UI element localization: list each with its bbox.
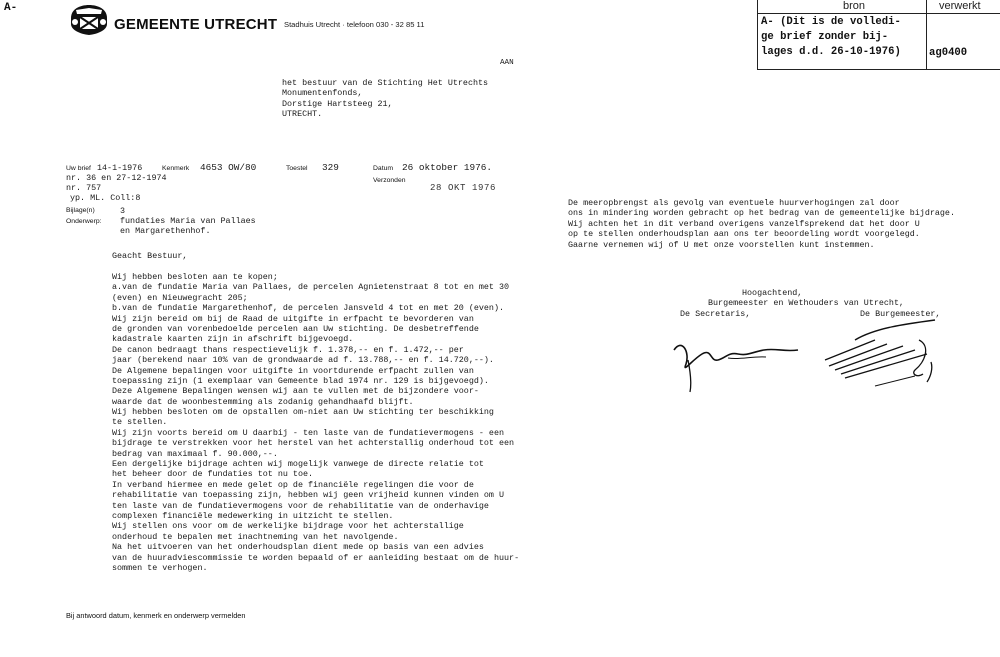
onderwerp-line: fundaties Maria van Pallaes <box>120 216 256 226</box>
datum-value: 26 oktober 1976. <box>402 162 493 173</box>
toestel-label: Toestel <box>286 165 308 172</box>
letter-body-continued <box>568 198 955 250</box>
body-line: Na het uitvoeren van het onderhoudsplan dient mede op basis van een advies <box>112 542 484 553</box>
closing-secretary: De Secretaris, <box>680 309 751 319</box>
body-line: van de huuradviescommissie te worden bepaald of er aanleiding bestaat om de huur- <box>112 552 520 563</box>
archive-box <box>757 0 1000 70</box>
closing-authority: Burgemeester en Wethouders van Utrecht, <box>708 298 905 308</box>
body-line: a.van de fundatie Maria van Pallaes, de percelen Agnietenstraat 8 tot en met 30 <box>112 282 510 293</box>
recipient-line: Monumentenfonds, <box>282 88 363 99</box>
bijlagen-label: Bijlage(n) <box>66 207 95 214</box>
recipient-line: het bestuur van de Stichting Het Utrechts <box>282 78 489 88</box>
body-line: bijdrage te verstrekken voor het herstel van het achterstallig onderhoud tot een <box>112 438 515 449</box>
uw-brief-extra <box>66 173 167 194</box>
body-line: Wij hebben besloten aan te kopen; <box>112 272 278 282</box>
body-line: b.van de fundatie Margarethenhof, de percelen Jansveld 4 tot en met 20 (even). <box>112 303 505 314</box>
body-line: ten laste van de fundatievermogens voor de rehabilitatie van de onderhavige <box>112 500 489 511</box>
closing-mayor: De Burgemeester, <box>860 309 941 319</box>
body-line: Wij achten het in dit verband overigens vanzelfsprekend dat het door U <box>568 218 920 229</box>
body-line: kadastrale kaarten zijn in afschrift bijgevoegd. <box>112 334 354 345</box>
utrecht-coat-of-arms-icon <box>68 4 110 36</box>
onderwerp-label: Onderwerp: <box>66 218 102 225</box>
body-line: te stellen. <box>112 417 168 428</box>
uw-brief-value: 14-1-1976 <box>97 163 143 173</box>
secretary-signature <box>668 330 808 400</box>
body-line: de gronden van vorenbedoelde percelen aan Uw stichting. De desbetreffende <box>112 323 479 334</box>
kenmerk-value: 4653 OW/80 <box>200 162 257 173</box>
typist-reference: yp. ML. Coll:8 <box>70 193 141 203</box>
body-line: Wij zijn bereid om bij de Raad de uitgifte in erfpacht te bevorderen van <box>112 313 474 324</box>
archive-code: ag0400 <box>929 47 968 59</box>
body-line: sommen te verhogen. <box>112 562 208 573</box>
uw-brief-line: nr. 36 en 27-12-1974 <box>66 173 167 183</box>
verzonden-label: Verzonden <box>373 177 406 184</box>
body-line: Wij hebben besloten om de opstallen om-niet aan Uw stichting ter beschikking <box>112 407 494 418</box>
bijlagen-value: 3 <box>120 206 126 216</box>
body-line: op te stellen onderhoudsplan aan ons ter beoordeling wordt voorgelegd. <box>568 229 920 240</box>
body-line: toepassing zijn (1 exemplaar van Gemeente blad 1974 nr. 129 is bijgevoegd). <box>112 375 489 386</box>
verzonden-stamp: 28 OKT 1976 <box>430 183 497 193</box>
body-line: onderhoud te bepalen met inachtneming van het navolgende. <box>112 531 399 542</box>
letter-body <box>112 272 519 573</box>
body-line: rehabilitatie van toepassing zijn, hebben wij geen vrijheid kunnen vinden om U <box>112 490 505 501</box>
archive-col-verwerkt: verwerkt <box>939 0 981 12</box>
body-line: ons in mindering worden gebracht op het bedrag van de gemeentelijke bijdrage. <box>568 208 955 219</box>
margin-mark: A- <box>4 2 18 14</box>
letterhead-org: GEMEENTE UTRECHT <box>114 16 278 33</box>
archive-note-line: A- (Dit is de volledi- <box>761 16 901 28</box>
body-line: Een dergelijke bijdrage achten wij mogelijk vanwege de directe relatie tot <box>112 459 484 470</box>
recipient-line: Dorstige Hartsteeg 21, <box>282 98 393 109</box>
closing-greeting: Hoogachtend, <box>742 288 803 298</box>
body-line: De canon bedraagt thans respectievelijk f. 1.378,-- en f. 1.472,-- per <box>112 344 464 355</box>
body-line: complexen financiële medewerking in uitzicht te stellen. <box>112 510 394 521</box>
body-line: Deze Algemene Bepalingen wensen wij aan te vullen met de bijzondere voor- <box>112 386 479 397</box>
kenmerk-label: Kenmerk <box>162 165 190 172</box>
body-line: waarde dat de woonbestemming als zodanig gehandhaafd blijft. <box>112 396 414 407</box>
recipient-aan: AAN <box>500 59 514 67</box>
uw-brief-label: Uw brief <box>66 165 91 172</box>
toestel-value: 329 <box>322 162 339 173</box>
mayor-signature <box>815 310 965 400</box>
archive-note <box>761 15 901 60</box>
body-line: het beheer door de fundaties tot nu toe. <box>112 469 314 480</box>
letterhead-address: Stadhuis Utrecht · telefoon 030 - 32 85 11 <box>284 20 425 29</box>
body-line: De meeropbrengst als gevolg van eventuele huurverhogingen zal door <box>568 198 900 208</box>
onderwerp-line: en Margarethenhof. <box>120 226 211 237</box>
body-line: Wij stellen ons voor om de werkelijke bijdrage voor het achterstallige <box>112 521 464 532</box>
body-line: De Algemene bepalingen voor uitgifte in voortdurende erfpacht zullen van <box>112 365 474 376</box>
uw-brief-line: nr. 757 <box>66 183 102 194</box>
body-line: jaar (berekend naar 10% van de grondwaarde ad f. 13.788,-- en f. 14.720,--). <box>112 355 494 366</box>
body-line: In verband hiermee en mede gelet op de financiële regelingen die voor de <box>112 479 474 490</box>
body-line: Wij zijn voorts bereid om U daarbij - ten laste van de fundatievermogens - een <box>112 427 505 438</box>
body-line: bedrag van maximaal f. 90.000,--. <box>112 448 278 459</box>
body-line: (even) en Nieuwegracht 205; <box>112 292 248 303</box>
archive-note-line: ge brief zonder bij- <box>761 31 889 43</box>
recipient-address <box>282 78 488 120</box>
archive-col-bron: bron <box>843 0 866 12</box>
archive-note-line: lages d.d. 26-10-1976) <box>761 46 901 58</box>
onderwerp-value <box>120 216 256 237</box>
datum-label: Datum <box>373 165 394 172</box>
recipient-line: UTRECHT. <box>282 109 323 120</box>
footer-note: Bij antwoord datum, kenmerk en onderwerp vermelden <box>66 611 246 620</box>
salutation: Geacht Bestuur, <box>112 251 188 261</box>
body-line: Gaarne vernemen wij of U met onze voorstellen kunt instemmen. <box>568 239 875 250</box>
